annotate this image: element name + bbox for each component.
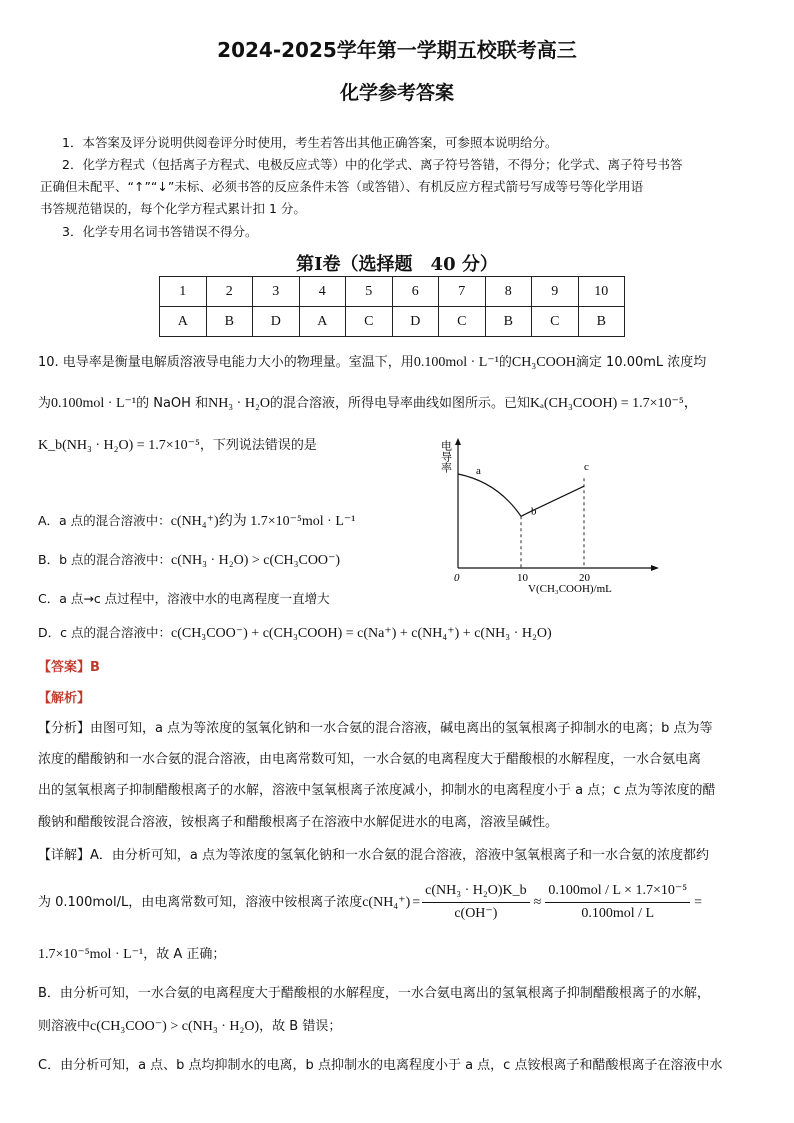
option-b: [38, 550, 340, 569]
text: D．c 点的混合溶液中：: [38, 625, 171, 640]
math-text: 1.7×10⁻⁵mol · L⁻¹: [38, 947, 144, 962]
answer-table-answer-row: [160, 307, 625, 337]
fraction-numerator: 0.100mol / L × 1.7×10⁻⁵: [545, 880, 690, 903]
math-text: NH₃ · H₂O: [208, 396, 270, 411]
x-axis-arrow: [651, 565, 659, 571]
conductivity-chart: [440, 436, 662, 596]
text: 为 0.100mol/L，由电离常数可知，溶液中铵根离子浓度: [38, 894, 363, 910]
text: 为: [38, 396, 52, 411]
table-cell: C: [439, 307, 486, 337]
detail-line-1: 【详解】A．由分析可知，a 点为等浓度的氢氧化钠和一水合氨的混合溶液，溶液中氢氧根离子和一水合氨的浓度都约: [38, 848, 709, 863]
page-title: 2024-2025学年第一学期五校联考高三: [217, 38, 577, 62]
math-text: 0.100mol · L⁻¹: [51, 396, 137, 411]
table-cell: C: [346, 307, 393, 337]
table-cell: 5: [346, 277, 393, 307]
table-cell: A: [160, 307, 207, 337]
math-text: Kₐ(CH₃COOH) = 1.7×10⁻⁵，: [529, 396, 698, 411]
x-axis-label: V(CH₃COOH)/mL: [528, 583, 612, 595]
analysis-label: 【解析】: [38, 691, 91, 706]
text: ，故 B 错误；: [259, 1019, 342, 1034]
text: 的 NaOH 和: [136, 396, 209, 411]
table-cell: 9: [532, 277, 579, 307]
fraction-numerator: c(NH₃ · H₂O)K_b: [422, 880, 530, 903]
text: B．b 点的混合溶液中：: [38, 552, 171, 567]
x-tick-label-10: 10: [517, 572, 528, 584]
approx-sign: ≈: [533, 894, 542, 910]
table-cell: 1: [160, 277, 207, 307]
equals-sign: =: [412, 894, 421, 910]
math-text: c(CH₃COO⁻) > c(NH₃ · H₂O): [90, 1019, 260, 1034]
note-1: 1．本答案及评分说明供阅卷评分时使用，考生若答出其他正确答案，可参照本说明给分。: [62, 135, 558, 150]
origin-label: 0: [454, 572, 460, 584]
point-label-c: c: [584, 461, 589, 474]
table-cell: B: [578, 307, 625, 337]
option-a: [38, 510, 355, 530]
note-3: 3．化学专用名词书答错误不得分。: [62, 224, 258, 239]
question-line-1: [38, 352, 706, 374]
fraction-denominator: c(OH⁻): [454, 906, 498, 921]
text: 滴定 10.00mL 浓度均: [575, 355, 707, 370]
text: ，下列说法错误的是: [199, 438, 317, 453]
math-text: c(NH₄⁺)约为 1.7×10⁻⁵mol · L⁻¹: [170, 514, 356, 529]
note-2-cont2: 书答规范错误的，每个化学方程式累计扣 1 分。: [40, 201, 306, 216]
answer-table: [159, 276, 625, 337]
question-line-2: [38, 393, 698, 415]
detail-b-line-1: B．由分析可知，一水合氨的电离程度大于醋酸根的水解程度，一水合氨电离出的氢氧根离子抑制醋酸根离子的水解，: [38, 986, 710, 1001]
text: ，故 A 正确；: [143, 947, 226, 962]
detail-line-3: [38, 944, 225, 966]
analysis-line-2: 浓度的醋酸钠和一水合氨的混合溶液，由电离常数可知，一水合氨的电离程度大于醋酸根的水解程度，一水合氨电离: [38, 752, 702, 767]
table-cell: D: [253, 307, 300, 337]
fraction-2: [545, 880, 690, 925]
analysis-line-3: 出的氢氧根离子抑制醋酸根离子的水解，溶液中氢氧根离子浓度减小，抑制水的电离程度小于 a 点；c 点为等浓度的醋: [38, 783, 716, 798]
table-cell: C: [532, 307, 579, 337]
fraction-1: [422, 880, 530, 925]
point-label-b: b: [531, 505, 537, 518]
table-cell: 8: [485, 277, 532, 307]
table-cell: 3: [253, 277, 300, 307]
table-cell: A: [299, 307, 346, 337]
math-text: CH₃COOH: [511, 355, 576, 370]
text: 的: [498, 355, 512, 370]
math-text: c(CH₃COO⁻) + c(CH₃COOH) = c(Na⁺) + c(NH₄⁺) + c(NH₃ · H₂O): [170, 626, 552, 641]
table-cell: 4: [299, 277, 346, 307]
point-label-a: a: [476, 465, 481, 477]
answer-label: 【答案】B: [38, 660, 100, 675]
note-2: 2．化学方程式（包括离子方程式、电极反应式等）中的化学式、离子符号答错，不得分；化学式、离子符号书答: [62, 157, 683, 172]
question-line-3: [38, 435, 317, 457]
x-tick-label-20: 20: [579, 572, 590, 584]
section-title: 第Ⅰ卷（选择题 40 分）: [296, 254, 498, 275]
note-2-cont: 正确但未配平、“↑”“↓”未标、必须书答的反应条件未答（或答错）、有机反应方程式箭号写成等号等化学用语: [40, 179, 644, 194]
y-axis-label: 电导率: [440, 440, 453, 473]
text: A．a 点的混合溶液中：: [38, 513, 171, 528]
text: 的混合溶液，所得电导率曲线如图所示。已知: [269, 396, 530, 411]
equals-sign: =: [694, 894, 703, 910]
detail-b-line-2: [38, 1016, 341, 1038]
math-text: c(NH₃ · H₂O) > c(CH₃COO⁻): [170, 553, 341, 568]
table-cell: 6: [392, 277, 439, 307]
text: 10. 电导率是衡量电解质溶液导电能力大小的物理量。室温下，用: [38, 355, 414, 370]
math-text: c(NH₄⁺): [362, 894, 411, 910]
table-cell: 10: [578, 277, 625, 307]
fraction-denominator: 0.100mol / L: [581, 906, 655, 921]
table-cell: D: [392, 307, 439, 337]
option-c: C．a 点→c 点过程中，溶液中水的电离程度一直增大: [38, 591, 330, 606]
y-axis-arrow: [455, 438, 461, 445]
page-subtitle: 化学参考答案: [339, 82, 454, 104]
math-text: 0.100mol · L⁻¹: [413, 355, 499, 370]
table-cell: 2: [206, 277, 253, 307]
answer-table-number-row: [160, 277, 625, 307]
table-cell: 7: [439, 277, 486, 307]
table-cell: B: [485, 307, 532, 337]
conductivity-curve-ab: [458, 474, 521, 516]
text: 则溶液中: [38, 1019, 91, 1034]
analysis-line-4: 酸钠和醋酸铵混合溶液，铵根离子和醋酸根离子在溶液中水解促进水的电离，溶液呈碱性。: [38, 815, 559, 830]
option-d: [38, 623, 552, 642]
analysis-line-1: 【分析】由图可知，a 点为等浓度的氢氧化钠和一水合氨的混合溶液，碱电离出的氢氧根离子抑制水的电离；b 点为等: [38, 721, 713, 736]
detail-line-2: [38, 880, 702, 925]
math-text: K_b(NH₃ · H₂O) = 1.7×10⁻⁵: [38, 438, 200, 453]
table-cell: B: [206, 307, 253, 337]
detail-c-line-1: C．由分析可知，a 点、b 点均抑制水的电离，b 点抑制水的电离程度小于 a 点，c 点铵根离子和醋酸根离子在溶液中水: [38, 1058, 723, 1073]
